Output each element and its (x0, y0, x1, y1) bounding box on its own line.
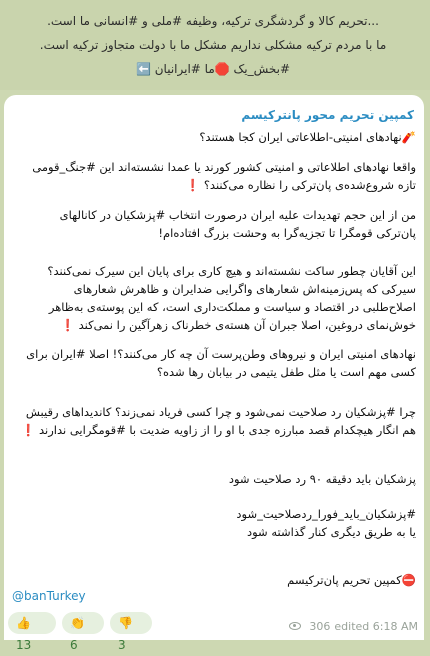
previous-message-line-1: ...تحریم کالا و گردشگری ترکیه، وظیفه #ملی و #انسانی ما است. (47, 14, 379, 28)
post-paragraph-2: واقعا نهادهای اطلاعاتی و امنیتی کشور کورند یا عمدا نشسته‌اند این #جنگ_قومی تازه شروع‌شده‌ی پان‌ترکی را نظاره می‌کنند؟ ❗ (32, 160, 416, 192)
previous-message (0, 0, 430, 90)
reaction-clap[interactable] (62, 612, 104, 652)
post-paragraph-3: من از این حجم تهدیدات علیه ایران درصورت انتخاب #پزشکیان در کانالهای پان‌ترکی قومگرا تا تجزیه‌گرا به وحشت بزرگ افتاده‌ام! (59, 208, 416, 240)
edited-time: edited 6:18 AM (334, 620, 418, 633)
view-count: 306 (309, 620, 331, 633)
previous-message-hashtags: #بخش_یک 🛑ما #ایرانیان (154, 62, 291, 76)
reaction-count: 6 (70, 638, 78, 652)
hashtag-link[interactable]: #پزشکیان_باید_فورا_ردصلاحیت_شود (236, 507, 416, 521)
post-signature: ⛔کمپین تحریم پان‌ترکیسم (287, 573, 416, 587)
eye-icon (289, 622, 301, 630)
post-paragraph-5: نهادهای امنیتی ایران و نیروهای وطن‌پرست آن چه کار می‌کنند؟! اصلا #ایران برای کسی مهم است یا مثل طفل یتیمی در بیابان رها شده؟ (26, 347, 416, 379)
clap-icon: 👏 (70, 616, 85, 630)
reaction-count: 13 (16, 638, 32, 652)
thumbs-down-icon: 👎 (118, 616, 133, 630)
post-paragraph-1: 🧨نهادهای امنیتی-اطلاعاتی ایران کجا هستند؟ (199, 130, 416, 144)
reaction-thumbs-up[interactable] (8, 612, 56, 652)
previous-message-line-3 (10, 62, 416, 76)
post-paragraph-6: چرا #پزشکیان رد صلاحیت نمی‌شود و چرا کسی فریاد نمی‌زند؟ کاندیداهای رقیبش هم انگار هیچکدام قصد مبارزه جدی با او را از زاویه ضدیت با #قومگرایی ندارند ❗ (20, 405, 416, 437)
channel-name[interactable]: کمپین تحریم محور پانترکیسم (241, 108, 414, 122)
thumbs-up-icon: 👍 (16, 616, 31, 630)
reaction-count: 3 (118, 638, 126, 652)
previous-message-line-2: ما با مردم ترکیه مشکلی نداریم مشکل ما با دولت متجاوز ترکیه است. (39, 38, 387, 52)
post-paragraph-7: پزشکیان باید دقیقه ۹۰ رد صلاحیت شود (228, 472, 416, 486)
channel-handle-link[interactable]: @banTurkey (12, 589, 86, 603)
post-paragraph-8: یا به طریق دیگری کنار گذاشته شود (247, 525, 416, 539)
arrow-left-icon: ⬅️ (135, 62, 151, 76)
reaction-thumbs-down[interactable] (110, 612, 152, 652)
post-paragraph-4: این آقایان چطور ساکت نشسته‌اند و هیچ کاری برای پایان این سیرک نمی‌کنند؟ سیرکی که پس‌زمینه‌اش شعارهای واگرایی ضدایران و ظاهرش شعارهای اصلاح‌طلبی در اقتصاد و سیاست و مملکت‌داری است، که این پوسته‌ی به‌ظاهر خوش‌نمای دروغین، اصلا جبران آن هسته‌ی خطرناک زهرآگین را نمی‌کند ❗ (47, 264, 416, 332)
message-meta (289, 620, 418, 633)
